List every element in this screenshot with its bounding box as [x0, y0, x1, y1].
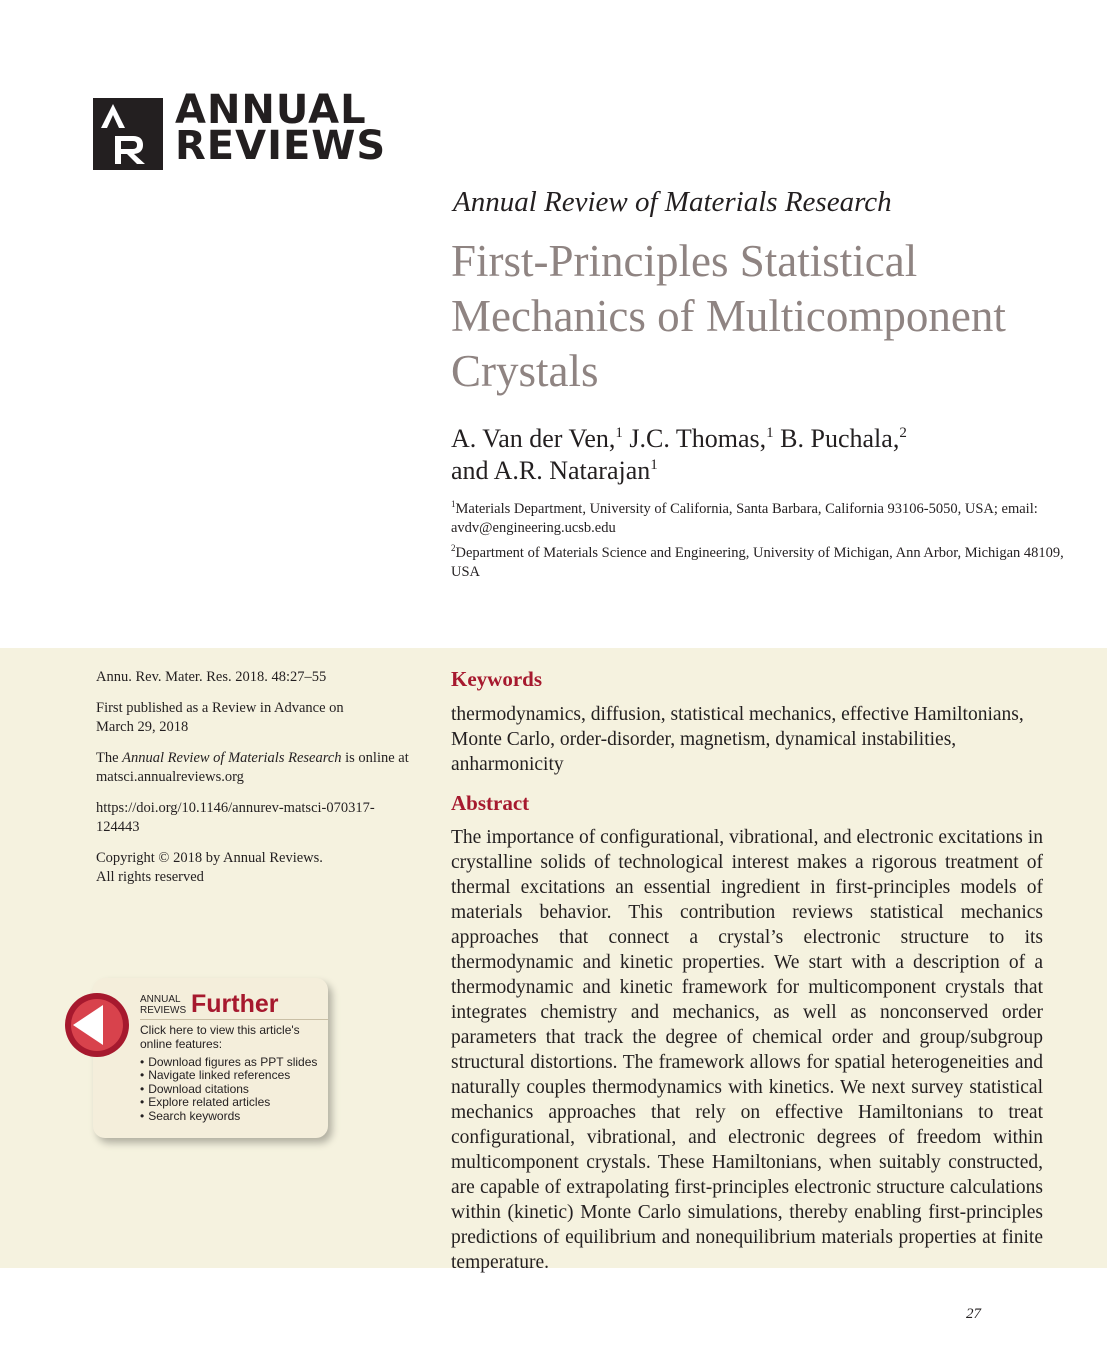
further-divider: [140, 1019, 328, 1020]
copyright: [96, 849, 416, 887]
affiliation-1: [451, 500, 1071, 538]
online-notice-pre: The: [96, 750, 123, 766]
author-affil-mark: 1: [615, 425, 623, 441]
further-description: [140, 1023, 325, 1051]
affiliation-text: Department of Materials Science and Engineering, University of Michigan, Ann Arbor, Michigan 48109, USA: [451, 545, 1064, 580]
list-item: • Download figures as PPT slides: [140, 1056, 317, 1069]
list-item: • Download citations: [140, 1083, 317, 1096]
author-affil-mark: 1: [766, 425, 774, 441]
annual-reviews-logo-icon: [93, 98, 163, 170]
author-name: A. Van der Ven,: [451, 424, 616, 453]
page-number: 27: [966, 1306, 981, 1322]
author-affil-mark: 2: [899, 425, 907, 441]
play-back-arrow-icon[interactable]: [63, 991, 131, 1059]
further-title: Further: [191, 990, 279, 1018]
online-notice-journal: Annual Review of Materials Research: [122, 750, 342, 766]
article-title: First-Principles Statistical Mechanics of Multicomponent Crystals: [451, 236, 1006, 396]
publication-date: First published as a Review in Advance on March 29, 2018: [96, 700, 344, 735]
further-brand-line-1: ANNUAL: [140, 994, 181, 1005]
list-item: • Navigate linked references: [140, 1069, 317, 1082]
further-description-rest: to view this article's online features:: [140, 1023, 300, 1051]
abstract-text: The importance of configurational, vibrational, and electronic excitations in crystalline solids of technological interest makes a rigorous treatment of thermal excitations an essential ingredient in first-principles models of materials behavior. This contribution reviews statistical mechanics approaches that connect a crystal’s electronic structure to its thermodynamic and kinetic properties. We start with a description of a thermodynamic and kinetic framework for multicomponent crystals that integrates chemistry and mechanics, as well as nonconserved order parameters that track the degree of chemical order and group/subgroup structural distortions. The framework allows for spatial heterogeneities and naturally couples thermodynamics with kinetics. We next survey statistical mechanics approaches that rely on effective Hamiltonians to treat configurational, vibrational, and electronic degrees of freedom within multicomponent crystals. These Hamiltonians, when suitably constructed, are capable of extrapolating first-principles electronic structure calculations within (kinetic) Monte Carlo simulations, thereby enabling first-principles predictions of equilibrium and nonequilibrium materials properties at finite temperature.: [451, 827, 1043, 1273]
affiliation-mark: 1: [451, 499, 456, 509]
further-features-list: [140, 1056, 317, 1123]
author-name: J.C. Thomas,: [622, 424, 767, 453]
logo-line-1: ANNUAL: [175, 87, 367, 133]
citation: Annu. Rev. Mater. Res. 2018. 48:27–55: [96, 669, 327, 685]
doi-link[interactable]: https://doi.org/10.1146/annurev-matsci-070317-124443: [96, 800, 375, 835]
author-list: [451, 423, 1071, 487]
list-item: • Explore related articles: [140, 1096, 317, 1109]
affiliation-mark: 2: [451, 543, 456, 553]
keywords-text: thermodynamics, diffusion, statistical mechanics, effective Hamiltonians, Monte Carlo, order-disorder, magnetism, dynamical instabilities, anharmonicity: [451, 704, 1024, 775]
copyright-line: Copyright © 2018 by Annual Reviews.: [96, 850, 323, 866]
journal-name: Annual Review of Materials Research: [453, 186, 892, 218]
list-item: • Search keywords: [140, 1110, 317, 1123]
abstract-heading: Abstract: [451, 791, 530, 815]
author-affil-mark: 1: [650, 457, 658, 473]
online-notice: [96, 749, 416, 787]
affiliation-2: [451, 544, 1071, 582]
author-name: B. Puchala,: [773, 424, 900, 453]
online-notice-post: is online at matsci.annualreviews.org: [96, 750, 409, 785]
affiliation-text: Materials Department, University of California, Santa Barbara, California 93106-5050, USA; email: avdv@engineering.ucsb.edu: [451, 501, 1038, 536]
click-here-link[interactable]: Click here: [140, 1023, 194, 1037]
keywords-heading: Keywords: [451, 667, 542, 691]
author-name: and A.R. Natarajan: [451, 456, 651, 485]
rights-line: All rights reserved: [96, 869, 204, 885]
logo-line-2: REVIEWS: [175, 123, 387, 169]
further-brand: [140, 994, 186, 1016]
logo-wordmark: [175, 87, 387, 169]
further-brand-line-2: REVIEWS: [140, 1005, 187, 1016]
